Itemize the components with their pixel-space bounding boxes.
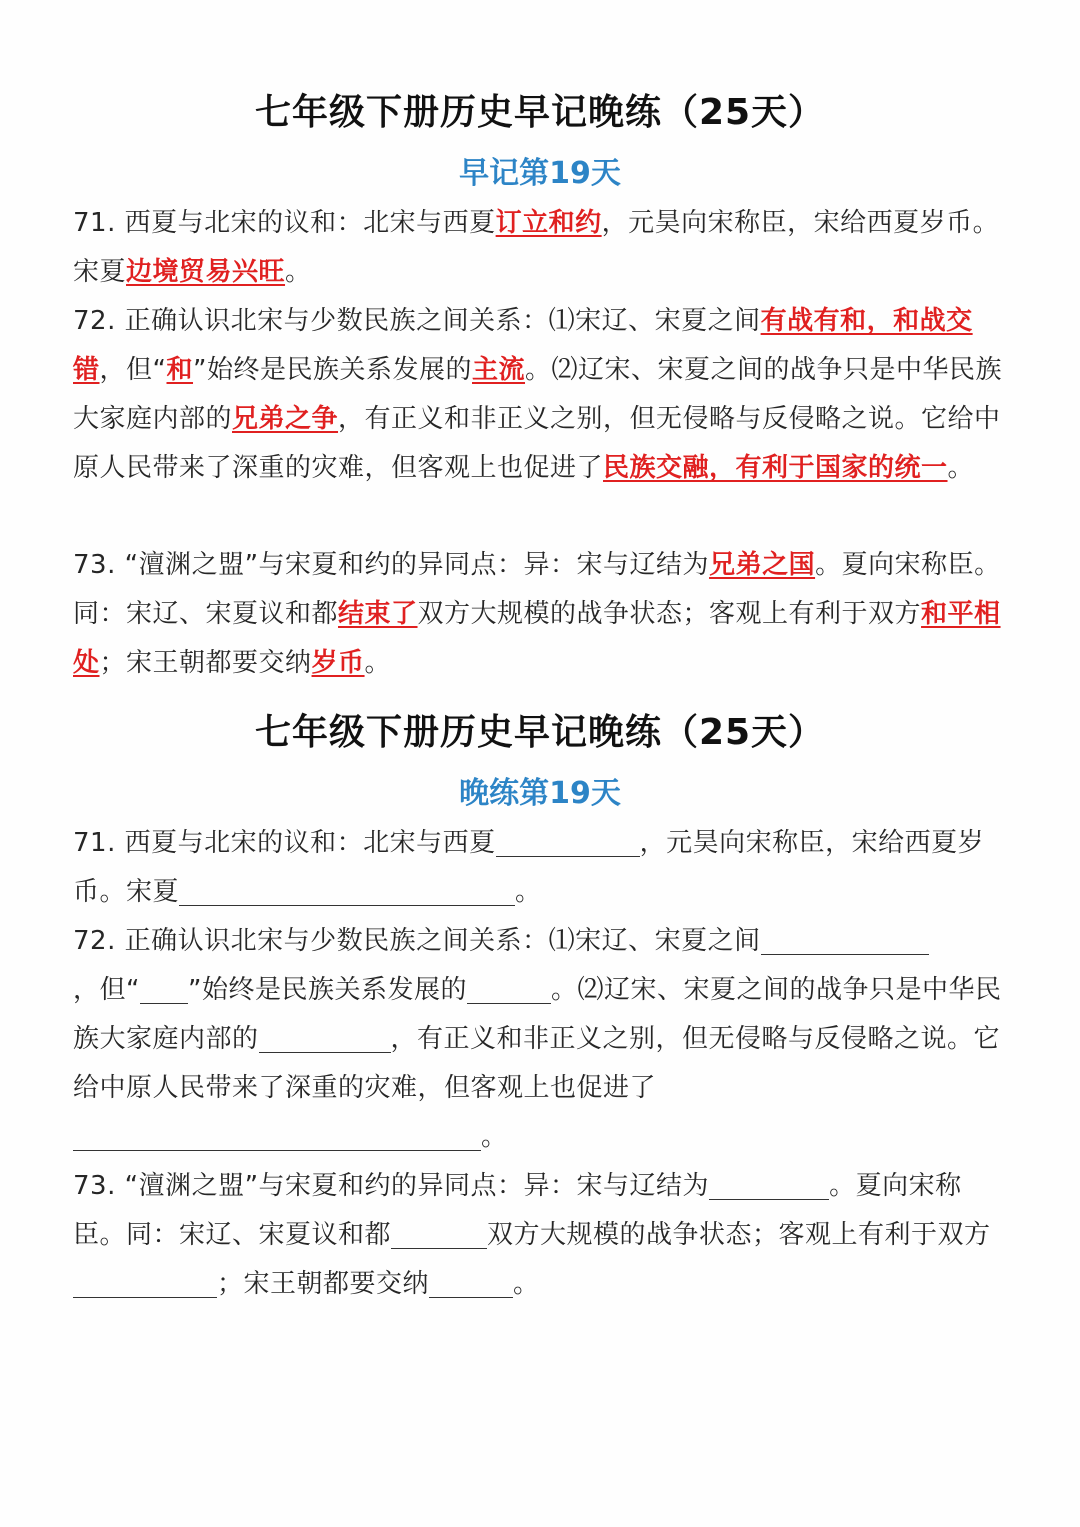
evening-item-72 bbox=[73, 917, 1003, 1162]
answer-blank[interactable] bbox=[761, 924, 929, 955]
evening-item-71 bbox=[73, 819, 1003, 917]
body-text: 73. “澶渊之盟”与宋夏和约的异同点：异：宋与辽结为 bbox=[73, 1171, 710, 1201]
body-text: ”始终是民族关系发展的 bbox=[187, 975, 467, 1005]
answer-blank[interactable] bbox=[73, 1120, 481, 1151]
evening-title: 七年级下册历史早记晚练（25天） bbox=[254, 712, 826, 753]
answer-blank[interactable] bbox=[73, 1267, 217, 1298]
body-text: 双方大规模的战争状态；客观上有利于双方 bbox=[417, 599, 922, 629]
key-point-text: 民族交融，有利于国家的统一 bbox=[603, 453, 948, 483]
key-point-text: 和平相处 bbox=[73, 599, 1001, 678]
body-text: 。夏向宋称臣。同：宋辽、宋夏议和都 bbox=[73, 550, 1001, 629]
answer-blank[interactable] bbox=[179, 875, 515, 906]
body-text: 。夏向宋称臣。同：宋辽、宋夏议和都 bbox=[73, 1171, 962, 1250]
answer-blank[interactable] bbox=[467, 973, 551, 1004]
key-point-text: 结束了 bbox=[338, 599, 418, 629]
key-point-text: 兄弟之国 bbox=[709, 550, 816, 580]
body-text: 。 bbox=[481, 1122, 508, 1152]
key-point-text: 边境贸易兴旺 bbox=[126, 257, 286, 287]
body-text: 72. 正确认识北宋与少数民族之间关系：⑴宋辽、宋夏之间 bbox=[73, 306, 761, 336]
body-text: 71. 西夏与北宋的议和：北宋与西夏 bbox=[73, 208, 496, 238]
body-text: ，但“ bbox=[73, 975, 140, 1005]
evening-item-73 bbox=[73, 1162, 1003, 1309]
morning-item-73 bbox=[73, 541, 1003, 688]
evening-subtitle: 晚练第19天 bbox=[459, 776, 621, 811]
answer-blank[interactable] bbox=[391, 1218, 487, 1249]
body-text: 。⑵辽宋、宋夏之间的战争只是中华民族大家庭内部的 bbox=[73, 355, 1003, 434]
key-point-text: 主流 bbox=[472, 355, 526, 385]
answer-blank[interactable] bbox=[429, 1267, 513, 1298]
body-text: ，有正义和非正义之别，但无侵略与反侵略之说。它给中原人民带来了深重的灾难，但客观上也促进了 bbox=[73, 404, 1001, 483]
key-point-text: 兄弟之争 bbox=[232, 404, 339, 434]
answer-blank[interactable] bbox=[140, 973, 188, 1004]
body-text: 双方大规模的战争状态；客观上有利于双方 bbox=[487, 1220, 991, 1250]
body-text: ”始终是民族关系发展的 bbox=[193, 355, 472, 385]
answer-blank[interactable] bbox=[496, 826, 640, 857]
key-point-text: 有战有和，和战交错 bbox=[73, 306, 973, 385]
morning-subtitle: 早记第19天 bbox=[459, 156, 621, 191]
body-text: 。 bbox=[515, 877, 542, 907]
body-text: ，元昊向宋称臣，宋给西夏岁币。宋夏 bbox=[73, 828, 985, 907]
body-text: ，有正义和非正义之别，但无侵略与反侵略之说。它给中原人民带来了深重的灾难，但客观上也促进了 bbox=[73, 1024, 1001, 1103]
body-text: 。 bbox=[285, 257, 312, 287]
key-point-text: 和 bbox=[166, 355, 194, 385]
body-text: 。 bbox=[947, 453, 975, 483]
body-text: 。 bbox=[364, 648, 392, 678]
body-text: ，元昊向宋称臣，宋给西夏岁币。宋夏 bbox=[73, 208, 1000, 287]
morning-item-71 bbox=[73, 199, 1003, 297]
body-text: 。⑵辽宋、宋夏之间的战争只是中华民族大家庭内部的 bbox=[73, 975, 1002, 1054]
answer-blank[interactable] bbox=[709, 1169, 829, 1200]
key-point-text: 岁币 bbox=[311, 648, 365, 678]
body-text: 73. “澶渊之盟”与宋夏和约的异同点：异：宋与辽结为 bbox=[73, 550, 710, 580]
answer-blank[interactable] bbox=[259, 1022, 391, 1053]
body-text: ；宋王朝都要交纳 bbox=[217, 1269, 430, 1299]
body-text: 。 bbox=[513, 1269, 540, 1299]
morning-title: 七年级下册历史早记晚练（25天） bbox=[254, 92, 826, 133]
body-text: ；宋王朝都要交纳 bbox=[99, 648, 312, 678]
body-text: ，但“ bbox=[99, 355, 167, 385]
key-point-text: 订立和约 bbox=[495, 208, 602, 238]
morning-item-72 bbox=[73, 297, 1003, 493]
body-text: 72. 正确认识北宋与少数民族之间关系：⑴宋辽、宋夏之间 bbox=[73, 926, 761, 956]
body-text: 71. 西夏与北宋的议和：北宋与西夏 bbox=[73, 828, 496, 858]
